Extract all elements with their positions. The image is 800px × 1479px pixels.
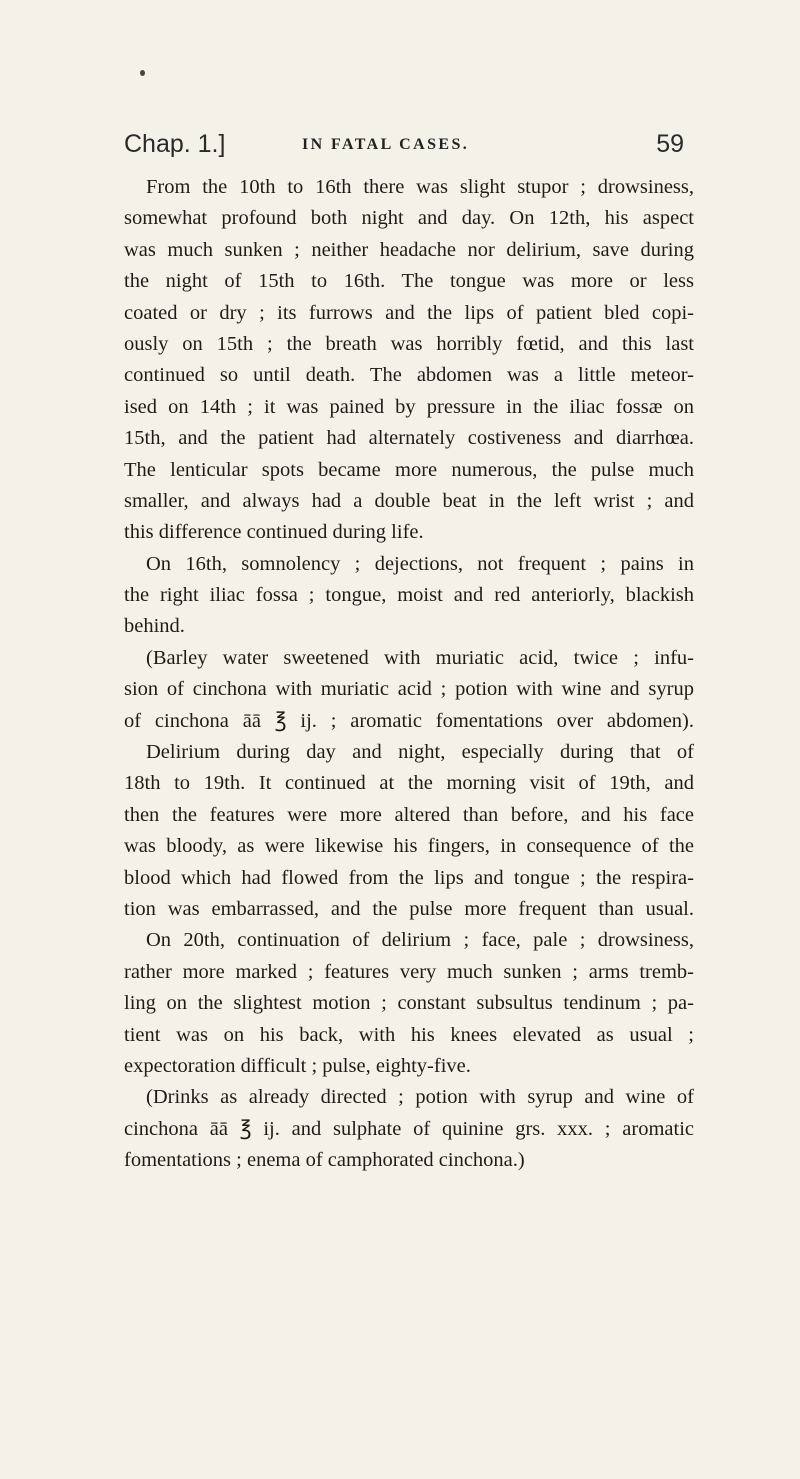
running-title: IN FATAL CASES.	[302, 136, 470, 153]
text-line: continued so until death. The abdomen was a little meteor-	[124, 364, 694, 387]
text-line: cinchona āā ℥ ij. and sulphate of quinine grs. xxx. ; aromatic	[124, 1117, 694, 1140]
text-line: fomentations ; enema of camphorated cinchona.)	[124, 1149, 525, 1172]
page-header	[124, 130, 684, 164]
text-line: ling on the slightest motion ; constant subsultus tendinum ; pa-	[124, 992, 694, 1015]
text-line: (Drinks as already directed ; potion with syrup and wine of	[146, 1086, 694, 1109]
text-line: tient was on his back, with his knees elevated as usual ;	[124, 1023, 694, 1046]
page-number: 59	[656, 130, 684, 158]
text-line: behind.	[124, 615, 185, 638]
text-line: somewhat profound both night and day. On 12th, his aspect	[124, 207, 694, 230]
text-line: of cinchona āā ℥ ij. ; aromatic fomentations over abdomen).	[124, 709, 694, 732]
text-line: The lenticular spots became more numerous, the pulse much	[124, 458, 694, 481]
text-line: On 16th, somnolency ; dejections, not frequent ; pains in	[146, 552, 694, 575]
text-line: sion of cinchona with muriatic acid ; potion with wine and syrup	[124, 678, 694, 701]
text-line: 15th, and the patient had alternately costiveness and diarrhœa.	[124, 427, 694, 450]
text-line: On 20th, continuation of delirium ; face, pale ; drowsiness,	[146, 929, 694, 952]
text-line: From the 10th to 16th there was slight stupor ; drowsiness,	[146, 176, 694, 198]
text-line: blood which had flowed from the lips and tongue ; the respira-	[124, 866, 694, 889]
text-line: (Barley water sweetened with muriatic acid, twice ; infu-	[146, 646, 694, 669]
ink-mark	[140, 70, 145, 76]
text-line: the right iliac fossa ; tongue, moist and red anteriorly, blackish	[124, 584, 694, 607]
text-line: ously on 15th ; the breath was horribly fœtid, and this last	[124, 332, 694, 355]
text-line: 18th to 19th. It continued at the morning visit of 19th, and	[124, 772, 694, 795]
text-line: expectoration difficult ; pulse, eighty-five.	[124, 1054, 471, 1077]
text-line: was bloody, as were likewise his fingers, in consequence of the	[124, 835, 694, 858]
text-line: smaller, and always had a double beat in the left wrist ; and	[124, 489, 694, 512]
body-text	[124, 172, 694, 1177]
text-line: the night of 15th to 16th. The tongue was more or less	[124, 270, 694, 293]
text-line: ised on 14th ; it was pained by pressure in the iliac fossæ on	[124, 395, 694, 418]
text-line: was much sunken ; neither headache nor delirium, save during	[124, 238, 694, 261]
text-line: then the features were more altered than before, and his face	[124, 803, 694, 826]
text-line: tion was embarrassed, and the pulse more frequent than usual.	[124, 897, 694, 920]
text-line: this difference continued during life.	[124, 521, 424, 544]
text-line: Delirium during day and night, especially during that of	[146, 741, 694, 764]
chapter-label: Chap. 1.]	[124, 130, 226, 158]
text-line: rather more marked ; features very much sunken ; arms tremb-	[124, 960, 694, 983]
text-line: coated or dry ; its furrows and the lips of patient bled copi-	[124, 301, 694, 324]
